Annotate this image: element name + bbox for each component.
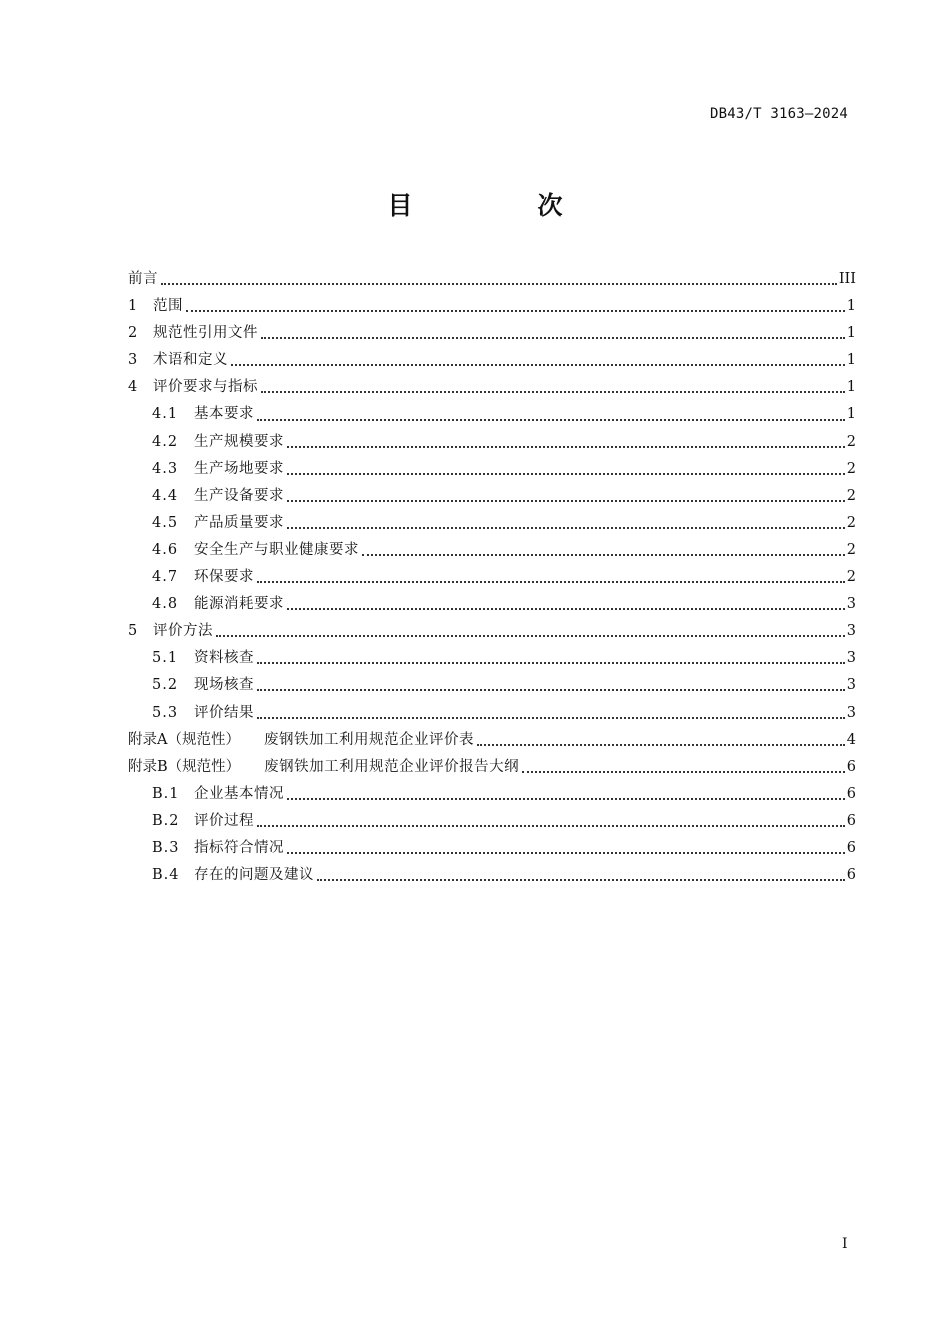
- toc-dot-leader: [231, 363, 845, 366]
- toc-dot-leader: [161, 282, 837, 285]
- toc-entry-appendix-label: 附录A（规范性）: [128, 731, 240, 748]
- toc-entry-number: 4: [128, 379, 138, 396]
- table-of-contents: [128, 266, 856, 889]
- toc-entry-title: 评价方法: [153, 623, 213, 640]
- toc-dot-leader: [522, 770, 845, 773]
- toc-entry[interactable]: [128, 754, 856, 781]
- toc-entry-number: 3: [128, 352, 138, 369]
- toc-entry-title: 评价要求与指标: [153, 379, 258, 396]
- toc-entry-title: 前言: [128, 271, 158, 287]
- toc-entry-page: 6: [846, 812, 856, 829]
- document-code: DB43/T 3163—2024: [709, 106, 848, 122]
- toc-dot-leader: [261, 390, 845, 393]
- toc-dot-leader: [362, 553, 845, 556]
- toc-entry-page: 3: [846, 704, 856, 721]
- toc-entry-title: 产品质量要求: [194, 514, 284, 531]
- toc-entry[interactable]: [128, 645, 856, 672]
- toc-dot-leader: [257, 824, 845, 827]
- toc-entry-number: 4.8: [152, 596, 179, 613]
- toc-entry-page: 1: [846, 379, 856, 396]
- toc-entry[interactable]: [128, 781, 856, 808]
- toc-entry-title: 生产场地要求: [194, 460, 284, 477]
- toc-entry-title: 企业基本情况: [194, 785, 284, 802]
- toc-entry-page: 3: [846, 596, 856, 613]
- toc-entry-page: 6: [846, 839, 856, 856]
- toc-dot-leader: [257, 580, 845, 583]
- toc-entry-number: B.2: [152, 812, 180, 829]
- toc-entry[interactable]: [128, 862, 856, 889]
- toc-entry[interactable]: [128, 429, 856, 456]
- toc-entry-page: 6: [846, 867, 856, 884]
- toc-entry-page: III: [838, 271, 856, 287]
- toc-dot-leader: [287, 499, 845, 502]
- toc-dot-leader: [261, 336, 845, 339]
- toc-entry-title: 评价结果: [194, 704, 254, 721]
- toc-entry-page: 2: [846, 460, 856, 477]
- toc-entry[interactable]: [128, 374, 856, 401]
- toc-entry-number: 4.7: [152, 569, 179, 586]
- toc-entry-number: B.3: [152, 839, 180, 856]
- toc-dot-leader: [216, 634, 845, 637]
- toc-entry-page: 2: [846, 541, 856, 558]
- toc-entry-title: 生产规模要求: [194, 433, 284, 450]
- toc-entry-number: 4.5: [152, 514, 179, 531]
- toc-entry-title: 废钢铁加工利用规范企业评价报告大纲: [264, 758, 520, 775]
- toc-entry-number: B.4: [152, 867, 180, 884]
- toc-dot-leader: [477, 743, 845, 746]
- toc-entry[interactable]: [128, 564, 856, 591]
- toc-entry-page: 1: [846, 352, 856, 369]
- toc-entry-page: 2: [846, 433, 856, 450]
- toc-entry-page: 2: [846, 569, 856, 586]
- toc-dot-leader: [257, 661, 845, 664]
- toc-entry-title: 能源消耗要求: [194, 596, 284, 613]
- toc-entry-page: 6: [846, 785, 856, 802]
- toc-entry-page: 2: [846, 487, 856, 504]
- toc-entry[interactable]: [128, 591, 856, 618]
- page-title: 目 次: [387, 191, 613, 220]
- toc-entry-number: 4.4: [152, 487, 179, 504]
- toc-entry[interactable]: [128, 510, 856, 537]
- toc-entry-page: 1: [846, 325, 856, 342]
- toc-entry-number: 4.2: [152, 433, 179, 450]
- toc-entry[interactable]: [128, 483, 856, 510]
- toc-entry[interactable]: [128, 835, 856, 862]
- toc-entry-number: 2: [128, 325, 138, 342]
- toc-dot-leader: [287, 607, 845, 610]
- toc-dot-leader: [257, 716, 845, 719]
- toc-entry[interactable]: [128, 700, 856, 727]
- toc-entry-title: 评价过程: [194, 812, 254, 829]
- toc-entry-title: 安全生产与职业健康要求: [194, 541, 359, 558]
- toc-entry-title: 范围: [153, 298, 183, 315]
- toc-entry-title: 规范性引用文件: [153, 325, 258, 342]
- toc-entry[interactable]: [128, 293, 856, 320]
- toc-entry-number: 5.3: [152, 704, 179, 721]
- toc-entry-number: 5.1: [152, 650, 179, 667]
- toc-entry-title: 指标符合情况: [194, 839, 284, 856]
- toc-entry-page: 3: [846, 650, 856, 667]
- toc-entry-title: 资料核查: [194, 650, 254, 667]
- toc-dot-leader: [287, 526, 845, 529]
- toc-dot-leader: [257, 688, 845, 691]
- toc-dot-leader: [287, 797, 845, 800]
- toc-entry-page: 4: [846, 731, 856, 748]
- toc-entry[interactable]: [128, 672, 856, 699]
- toc-entry-page: 3: [846, 677, 856, 694]
- toc-entry-number: 1: [128, 298, 138, 315]
- toc-entry-title: 现场核查: [194, 677, 254, 694]
- toc-entry[interactable]: [128, 808, 856, 835]
- toc-entry-page: 2: [846, 514, 856, 531]
- toc-entry[interactable]: [128, 618, 856, 645]
- toc-dot-leader: [257, 418, 845, 421]
- toc-entry[interactable]: [128, 320, 856, 347]
- toc-entry-appendix-label: 附录B（规范性）: [128, 758, 241, 775]
- toc-entry-page: 6: [846, 758, 856, 775]
- toc-dot-leader: [287, 445, 845, 448]
- toc-entry-title: 生产设备要求: [194, 487, 284, 504]
- toc-dot-leader: [287, 851, 845, 854]
- toc-entry[interactable]: [128, 456, 856, 483]
- toc-entry[interactable]: [128, 727, 856, 754]
- toc-dot-leader: [317, 878, 845, 881]
- toc-entry-number: B.1: [152, 785, 180, 802]
- toc-entry-number: 5: [128, 623, 138, 640]
- toc-entry-title: 存在的问题及建议: [194, 867, 314, 884]
- toc-entry-title: 废钢铁加工利用规范企业评价表: [263, 731, 474, 748]
- toc-dot-leader: [186, 309, 845, 312]
- toc-entry[interactable]: [128, 347, 856, 374]
- toc-entry-title: 环保要求: [194, 569, 254, 586]
- toc-entry[interactable]: [128, 537, 856, 564]
- toc-entry-number: 4.6: [152, 541, 179, 558]
- toc-entry-number: 4.1: [152, 406, 179, 423]
- toc-entry[interactable]: [128, 401, 856, 428]
- page-number: I: [842, 1236, 848, 1252]
- toc-entry-page: 1: [846, 298, 856, 315]
- toc-entry-title: 术语和定义: [153, 352, 228, 369]
- toc-entry-number: 5.2: [152, 677, 179, 694]
- toc-entry[interactable]: [128, 266, 856, 293]
- toc-entry-page: 3: [846, 623, 856, 640]
- toc-entry-number: 4.3: [152, 460, 179, 477]
- toc-dot-leader: [287, 472, 845, 475]
- toc-entry-page: 1: [846, 406, 856, 423]
- toc-entry-title: 基本要求: [194, 406, 254, 423]
